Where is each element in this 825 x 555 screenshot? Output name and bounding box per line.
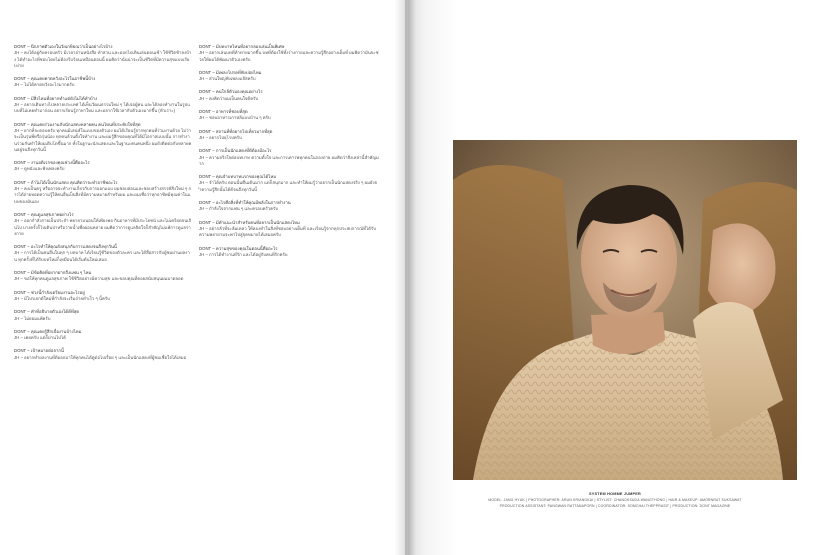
interview-qa (199, 174, 379, 193)
interview-qa (199, 148, 379, 167)
interview-question: DONT – สถานที่ที่อยากไปเที่ยวมากที่สุด (199, 128, 273, 134)
interview-question: DONT – อาหารที่ชอบที่สุด (199, 109, 248, 115)
interview-answer: JH – คงเป็นครู หรืออาจจะทำงานเกี่ยวกับการออกแบบ ผมชอบสอนและชอบสร้างสรรค์สิ่งใหม่ ๆ การได้ถ่ายทอดความรู้ให้คนอื่นเป็นสิ่งที่มีความหมายสำหรับผม และผมเชื่อว่าทุกอาชีพมีคุณค่าในแบบของมันเอง (14, 186, 192, 204)
caption-title: SYSTEM HOMME JUMPER (589, 492, 641, 496)
interview-answer: JH – ออกกำลังกายเป็นประจำ พยายามนอนให้เพียงพอ กินอาหารที่มีประโยชน์ และไม่เครียดจนเกินไป บางครั้งก็ไปเดินป่าหรือว่ายน้ำเพื่อผ่อนคลาย ผมคิดว่าการดูแลจิตใจก็สำคัญไม่แพ้การดูแลร่างกาย (14, 218, 192, 236)
interview-column-2 (199, 44, 379, 265)
portrait-illustration (453, 140, 797, 480)
left-page (0, 0, 405, 555)
caption-credits: MODEL: JANG HYUK | PHOTOGRAPHER: ARUN KRIANGKAI | STYLIST: CHANOKSUDA WANGTHONG | HAIR & MAKEUP: AMORNRAT SUKSAWAT (488, 498, 742, 503)
interview-answer: JH – การได้เป็นคนอื่นในทุก ๆ บทบาท ได้เรียนรู้ชีวิตของตัวละคร และได้สื่อสารกับผู้ชมผ่านผลงาน ทุกครั้งที่ได้รับบทใหม่ก็เหมือนได้เริ่มต้นใหม่เสมอ (14, 250, 190, 262)
interview-answer: JH – คงคิดว่าผมเป็นคนใจดีครับ (199, 95, 259, 101)
interview-qa (199, 129, 379, 142)
interview-answer: JH – อยากเดินทางไปหลายประเทศ ได้เห็นวัฒนธรรมใหม่ ๆ ได้เจอผู้คน และได้ลองทำงานในรูปแบบที่ไม่เคยทำมาก่อน อยากเรียนรู้ภาษาใหม่ และอยากใช้เวลากับตัวเองมากขึ้น (หัวเราะ) (14, 102, 191, 114)
interview-qa (14, 160, 192, 173)
interview-answer: JH – การได้ทำงานที่รัก และได้อยู่กับคนที่รักครับ (199, 251, 288, 257)
interview-question: DONT – นึกภาพตัวเองในวัยเกษียณว่าเป็นอย่างไรบ้าง (14, 44, 113, 49)
interview-question: DONT – ช่วงนี้กำลังเตรียมงานอะไรอยู่ (14, 289, 85, 295)
interview-answer: JH – เคยครับ แต่ก็ผ่านไปได้ (14, 335, 66, 341)
interview-answer: JH – ส่วนใหญ่ฟังเพลงแจ๊สครับ (199, 76, 256, 82)
interview-answer: JH – ดูหนังและฟังเพลงครับ (14, 166, 65, 172)
interview-question: DONT – มีสิ่งไหนที่อยากทำแต่ยังไม่ได้ทำบ้าง (14, 95, 98, 101)
interview-answer: JH – ชอบอาหารเกาหลีแบบบ้าน ๆ ครับ (199, 115, 271, 121)
interview-qa (14, 270, 192, 283)
interview-qa (199, 109, 379, 122)
interview-answer: JH – มีโปรเจกต์ใหม่ที่กำลังจะเริ่มถ่ายทำเร็ว ๆ นี้ครับ (14, 295, 110, 301)
page-gutter (394, 0, 416, 555)
interview-qa (14, 76, 192, 89)
interview-qa (199, 246, 379, 259)
interview-answer: JH – ยากที่จะตอบครับ ทุกคนมีเสน่ห์ในแบบของตัวเอง ผมได้เรียนรู้จากทุกคนที่ร่วมงานด้วย ไม่ว่าจะเป็นรุ่นพี่หรือรุ่นน้อง ทุกคนล้วนตั้งใจทำงาน และผมรู้สึกขอบคุณที่ได้มีโอกาสแบบนั้น การทำงานร่วมกันทำให้ผมเติบโตขึ้นมาก ทั้งในฐานะนักแสดงและในฐานะคนคนหนึ่ง ผมยังติดต่อกับหลายคนอยู่จนถึงทุกวันนี้ (14, 127, 192, 152)
interview-answer: JH – กำลังใจจากแฟน ๆ และครอบครัวครับ (199, 206, 279, 212)
interview-question: DONT – คุณเคยคาดหวังอะไรในอาชีพนี้บ้าง (14, 76, 96, 82)
interview-question: DONT – คุณเคยรู้สึกเบื่องานบ้างไหม (14, 328, 82, 334)
interview-question: DONT – คุณดูแลสุขภาพอย่างไร (14, 211, 74, 217)
interview-question: DONT – ความสุขของคุณในตอนนี้คืออะไร (199, 245, 278, 251)
interview-qa (199, 200, 379, 213)
interview-qa (199, 89, 379, 102)
interview-question: DONT – มีเพลงโปรดที่ฟังบ่อยไหม (199, 69, 262, 75)
interview-question: DONT – การเป็นนักแสดงที่ดีต้องมีอะไร (199, 148, 272, 154)
interview-question: DONT – งานอดิเรกของคุณช่วงนี้คืออะไร (14, 160, 90, 166)
interview-question: DONT – คุณจำบทบาทแรกของคุณได้ไหม (199, 174, 277, 180)
interview-qa (14, 212, 192, 237)
interview-question: DONT – มีบทบาทไหนที่อยากลองเล่นเป็นพิเศษ (199, 44, 285, 49)
interview-question: DONT – อะไรคือสิ่งที่ทำให้คุณมีพลังในการทำงาน (199, 200, 291, 206)
interview-qa (14, 348, 192, 361)
interview-question: DONT – ถ้าไม่ได้เป็นนักแสดง คุณคิดว่าจะทำอาชีพอะไร (14, 179, 118, 185)
interview-question: DONT – มีข้อคิดที่อยากฝากถึงแฟน ๆ ไหม (14, 270, 92, 276)
interview-qa (14, 96, 192, 115)
interview-answer: JH – ไม่ยอมแพ้ครับ (14, 315, 51, 321)
interview-qa (199, 44, 379, 63)
interview-qa (14, 309, 192, 322)
interview-qa (199, 220, 379, 239)
interview-answer: JH – ขอให้ทุกคนดูแลสุขภาพ ใช้ชีวิตอย่างมีความสุข และขอบคุณที่คอยสนับสนุนผมมาตลอด (14, 276, 184, 282)
interview-answer: JH – ไม่ได้คาดหวังอะไรมากครับ (14, 82, 75, 88)
interview-qa (14, 180, 192, 205)
interview-question: DONT – มีคำแนะนำสำหรับคนที่อยากเป็นนักแสดงไหม (199, 219, 300, 225)
interview-qa (14, 122, 192, 153)
interview-question: DONT – อะไรทำให้คุณยังสนุกกับการแสดงจนถึงทุกวันนี้ (14, 244, 117, 250)
interview-question: DONT – คุณเคยร่วมงานกับนักแสดงหลายคน คนไหนที่ประทับใจที่สุด (14, 121, 141, 127)
caption-credits-2: PRODUCTION ASSISTANT: PANGWAN RATTANAPORN | COORDINATOR: SOMCHAI THEPPRASIT | PRODUCTION: DONT MAGAZINE (499, 503, 731, 508)
interview-qa (14, 329, 192, 342)
interview-answer: JH – อย่ากลัวที่จะล้มเหลว ให้ลองทำในสิ่งที่ชอบอย่างเต็มที่ และเรียนรู้จากทุกประสบการณ์ที่ได้รับ ความพยายามจะพาไปสู่จุดหมายได้เสมอครับ (199, 225, 376, 238)
interview-qa (14, 290, 192, 303)
interview-question: DONT – คนใกล้ตัวมองคุณอย่างไร (199, 89, 263, 95)
interview-column-1 (14, 44, 192, 368)
photo-caption (410, 492, 820, 509)
interview-question: DONT – เป้าหมายต่อจากนี้ (14, 348, 64, 354)
interview-qa (14, 44, 192, 69)
interview-answer: JH – อยากไปยุโรปครับ (199, 134, 242, 140)
portrait-photo (453, 140, 797, 480)
interview-answer: JH – อยากทำผลงานที่ดีออกมาให้ทุกคนได้ดูต่อไปเรื่อย ๆ และเป็นนักแสดงที่ผู้ชมเชื่อใจได้เสมอ (14, 354, 187, 360)
interview-answer: JH – คงได้อยู่กับครอบครัว มีเวลาอ่านหนังสือ ทำสวน และออกไปเดินเล่นตอนเช้า ใช้ชีวิตช้าลงบ้าง ได้ทำอะไรที่ชอบโดยไม่ต้องรีบร้อนเหมือนตอนนี้ ผมคิดว่านั่นน่าจะเป็นชีวิตที่มีความสุขแบบเรียบง่าย (14, 50, 192, 68)
interview-question: DONT – คำที่อธิบายตัวเองได้ดีที่สุด (14, 309, 80, 315)
interview-qa (14, 244, 192, 263)
interview-answer: JH – อยากเล่นบทที่ท้าทายมากขึ้น บทที่ต้องใช้ทั้งร่างกายและความรู้สึกอย่างเต็มที่ ผมคิดว่ามันจะช่วยให้ผมได้พัฒนาตัวเองครับ (199, 50, 379, 62)
interview-answer: JH – ความจริงใจต่อบทบาท ความตั้งใจ และการเคารพทุกคนในกองถ่าย ผมคิดว่าสิ่งเหล่านี้สำคัญมาก (199, 154, 379, 166)
interview-qa (199, 70, 379, 83)
interview-answer: JH – จำได้ครับ ตอนนั้นตื่นเต้นมาก แต่ก็สนุกมาก และทำให้ผมรู้ว่าอยากเป็นนักแสดงจริง ๆ ผมยังจำความรู้สึกนั้นได้ดีจนถึงทุกวันนี้ (199, 180, 378, 192)
